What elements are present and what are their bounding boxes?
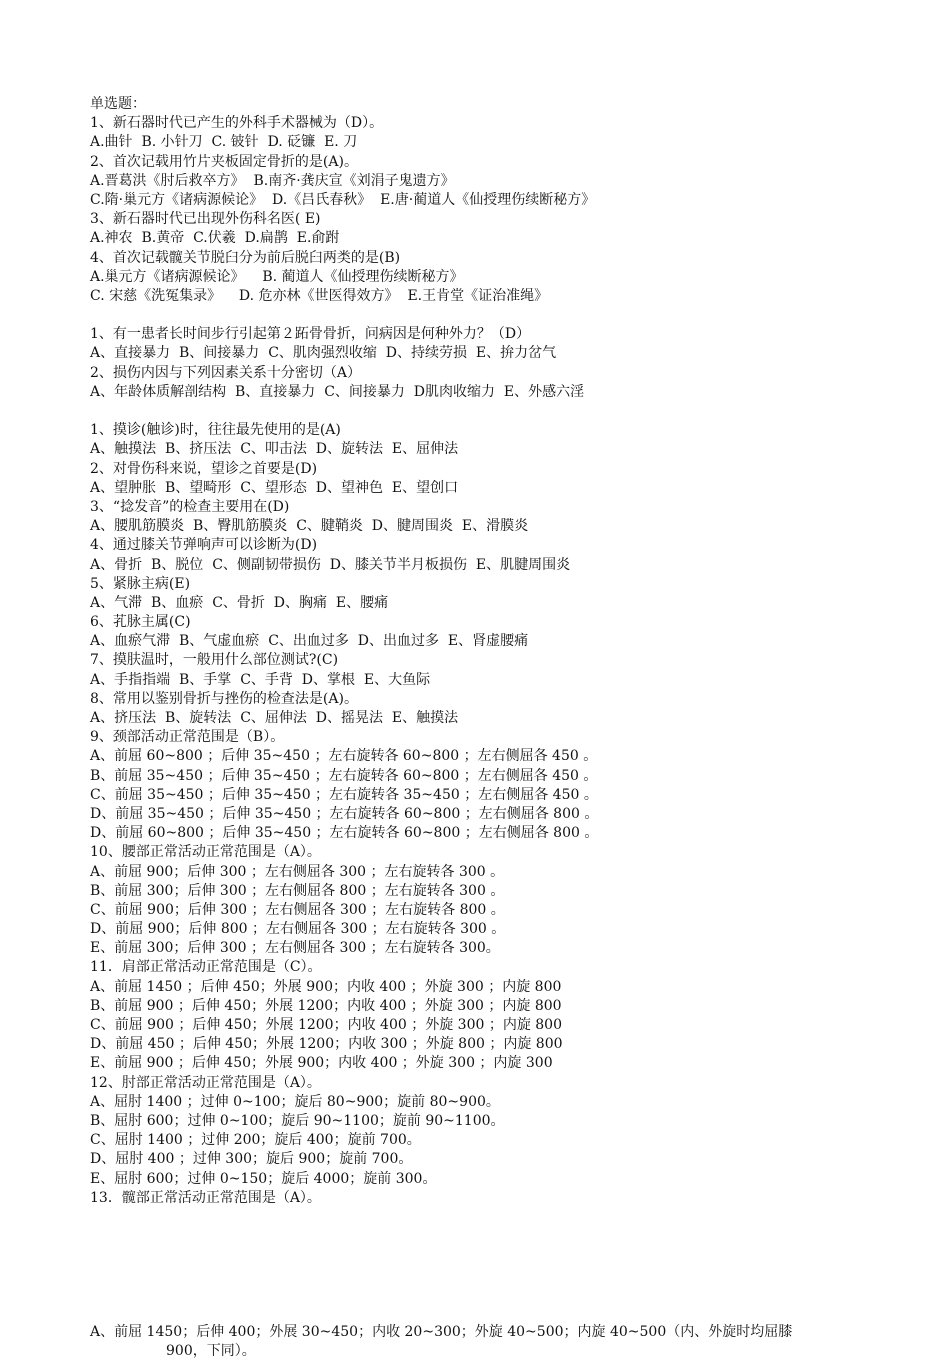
question-line: 1、有一患者长时间步行引起第２跖骨骨折，问病因是何种外力？（D） (90, 326, 531, 343)
option-line: A、前屈 900；后伸 300 ；左右侧屈各 300 ；左右旋转各 300 。 (90, 863, 505, 880)
question-line (90, 1304, 850, 1323)
document-page (90, 95, 850, 1361)
option-line: D、前屈 450 ；后伸 450；外展 1200；内收 300 ；外旋 800 ；内旋 800 (90, 1036, 563, 1053)
option-line: A.巢元方《诸病源候论》 B. 蔺道人《仙授理伤续断秘方》 (90, 268, 464, 285)
question-line: 12、肘部正常活动正常范围是（A）。 (90, 1074, 321, 1091)
option-line: A、前屈 1450 ；后伸 450；外展 900；内收 400 ；外旋 300 ；内旋 800 (90, 978, 562, 995)
option-line (90, 1227, 850, 1246)
question-line: 2、对骨伤科来说，望诊之首要是(D) (90, 460, 318, 477)
question-line: 2、首次记载用竹片夹板固定骨折的是(A)。 (90, 153, 358, 170)
option-line: A、血瘀气滞 B、气虚血瘀 C、出血过多 D、出血过多 E、肾虚腰痛 (90, 633, 529, 650)
option-line: C、屈肘 1400 ；过伸 200；旋后 400；旋前 700。 (90, 1132, 421, 1149)
option-line: A.晋葛洪《肘后救卒方》 B.南齐·龚庆宣《刘涓子鬼遗方》 (90, 172, 455, 189)
question-line: 10、腰部正常活动正常范围是（A）。 (90, 844, 321, 861)
option-line: E、前屈 300；后伸 300 ；左右侧屈各 300 ；左右旋转各 300。 (90, 940, 500, 957)
section-diagnosis (90, 421, 850, 1361)
option-line: A、触摸法 B、挤压法 C、叩击法 D、旋转法 E、屈伸法 (90, 441, 459, 458)
option-line: A、望肿胀 B、望畸形 C、望形态 D、望神色 E、望创口 (90, 479, 459, 496)
option-line: D、屈肘 400 ；过伸 300；旋后 900；旋前 700。 (90, 1151, 413, 1168)
question-line: 6、芤脉主属(C) (90, 614, 191, 631)
option-line: A、挤压法 B、旋转法 C、屈伸法 D、摇晃法 E、触摸法 (90, 710, 459, 726)
option-line: A、骨折 B、脱位 C、侧副韧带损伤 D、膝关节半月板损伤 E、肌腱周围炎 (90, 556, 571, 573)
option-line: D、前屈 60~800 ；后伸 35~450 ；左右旋转各 60~800 ；左右侧屈各 800 。 (90, 825, 599, 842)
option-line: C、前屈 35~450 ；后伸 35~450 ；左右旋转各 35~450 ；左右侧屈各 450 。 (90, 786, 598, 803)
question-line: 9、颈部活动正常范围是（B）。 (90, 729, 285, 746)
option-line: C、前屈 900 ；后伸 450；外展 1200；内收 400 ；外旋 300 ；内旋 800 (90, 1017, 562, 1033)
option-line: E、屈肘 600；过伸 0~150；旋后 4000；旋前 300。 (90, 1170, 437, 1187)
option-line: A、前屈 60~800 ；后伸 35~450 ；左右旋转各 60~800 ；左右侧屈各 450 。 (90, 748, 598, 765)
option-line: A、年龄体质解剖结构 B、直接暴力 C、间接暴力 D肌肉收缩力 E、外感六淫 (90, 383, 585, 400)
spacer (90, 306, 850, 325)
question-line: 8、常用以鉴别骨折与挫伤的检查法是(A)。 (90, 690, 358, 707)
question-line: 5、紧脉主病(E) (90, 575, 191, 592)
option-line: C.隋·巢元方《诸病源候论》 D.《吕氏春秋》 E.唐·蔺道人《仙授理伤续断秘方》 (90, 191, 596, 208)
option-line: A.神农 B.黄帝 C.伏羲 D.扁鹊 E.俞跗 (90, 230, 340, 247)
option-line: E、前屈 900 ；后伸 450；外展 900；内收 400 ；外旋 300 ；内旋 300 (90, 1055, 553, 1072)
option-line (90, 1208, 850, 1227)
question-line: 1、新石器时代已产生的外科手术器械为（D）。 (90, 115, 384, 132)
option-line-continuation: 900，下同）。 (166, 1343, 256, 1360)
question-line: 13．髋部正常活动正常范围是（A）。 (90, 1189, 321, 1206)
option-line (90, 1265, 850, 1284)
section-etiology (90, 325, 850, 402)
option-line: A、腰肌筋膜炎 B、臀肌筋膜炎 C、腱鞘炎 D、腱周围炎 E、滑膜炎 (90, 518, 529, 535)
section-history (90, 114, 850, 306)
option-line: B、前屈 35~450 ；后伸 35~450 ；左右旋转各 60~800 ；左右侧屈各 450 。 (90, 767, 598, 784)
option-line: A、手指指端 B、手掌 C、手背 D、掌根 E、大鱼际 (90, 671, 431, 688)
question-line: 4、通过膝关节弹响声可以诊断为(D) (90, 537, 318, 554)
option-line (90, 1246, 850, 1265)
option-line: D、前屈 900；后伸 800 ；左右侧屈各 300 ；左右旋转各 300 。 (90, 921, 506, 938)
option-line: B、前屈 900 ；后伸 450；外展 1200；内收 400 ；外旋 300 ；内旋 800 (90, 997, 562, 1014)
question-line: 1、摸诊(触诊)时，往往最先使用的是(A) (90, 422, 341, 439)
option-line: D、前屈 35~450 ；后伸 35~450 ；左右旋转各 60~800 ；左右侧屈各 800 。 (90, 805, 599, 822)
option-line: B、屈肘 600；过伸 0~100；旋后 90~1100；旋前 90~1100。 (90, 1112, 505, 1129)
option-line: A、气滞 B、血瘀 C、骨折 D、胸痛 E、腰痛 (90, 594, 389, 611)
spacer (90, 402, 850, 421)
option-line: A、前屈 1450；后伸 400；外展 30~450；内收 20~300；外旋 40~500；内旋 40~500（内、外旋时均屈膝 (90, 1324, 793, 1340)
option-line: C. 宋慈《洗冤集录》 D. 危亦林《世医得效方》 E.王肯堂《证治准绳》 (90, 287, 549, 304)
question-line: 11．肩部正常活动正常范围是（C）。 (90, 959, 322, 976)
question-line: 2、损伤内因与下列因素关系十分密切（A） (90, 364, 362, 381)
option-line: C、前屈 900；后伸 300 ；左右侧屈各 300 ；左右旋转各 800 。 (90, 901, 505, 918)
question-line: 3、新石器时代已出现外伤科名医( E) (90, 211, 321, 228)
question-line: 4、首次记载髋关节脱臼分为前后脱臼两类的是(B) (90, 249, 401, 266)
option-line: A、屈肘 1400 ；过伸 0~100；旋后 80~900；旋前 80~900。 (90, 1093, 500, 1110)
option-line (90, 1285, 850, 1304)
option-line: A、直接暴力 B、间接暴力 C、肌肉强烈收缩 D、持续劳损 E、拚力岔气 (90, 345, 557, 362)
question-line: 7、摸肤温时，一般用什么部位测试?(C) (90, 652, 339, 669)
option-line: B、前屈 300；后伸 300 ；左右侧屈各 800 ；左右旋转各 300 。 (90, 882, 505, 899)
option-line: A.曲针 B. 小针刀 C. 铍针 D. 砭镰 E. 刀 (90, 134, 358, 151)
question-line: 3、“捻发音”的检查主要用在(D) (90, 498, 290, 515)
section-heading: 单选题： (90, 96, 146, 112)
